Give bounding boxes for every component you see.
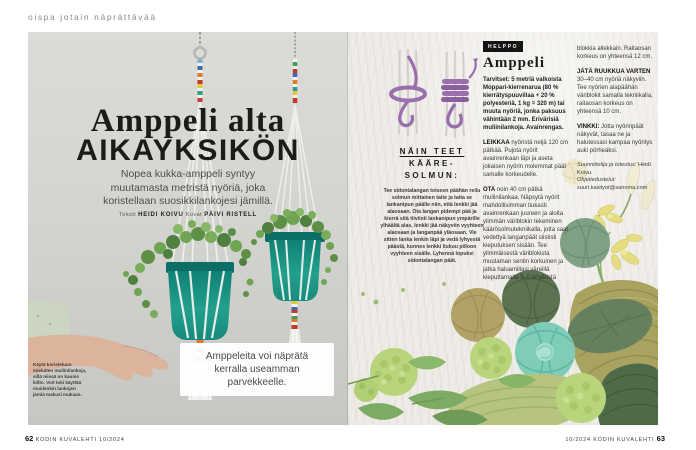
intro-line: koristellaan suosikkilankojesi jämillä. [103, 195, 273, 207]
footer-right-text: 10/2024 KODIN KUVALEHTI [565, 437, 655, 443]
howto-heading-line: KÄÄRE- [408, 159, 456, 168]
difficulty-badge: HELPPO [483, 41, 523, 52]
right-page-photo [348, 32, 658, 425]
footer-right [565, 434, 665, 443]
page-number-right: 63 [656, 434, 665, 443]
footer-left-text: KODIN KUVALEHTI 10/2024 [35, 437, 125, 443]
designer-name: Heidi Koivu. [577, 162, 651, 176]
photo-caption-box [180, 343, 334, 396]
caption-line: parvekkeelle. [227, 377, 287, 388]
section-tagline: oispa jotain näprättävää [28, 12, 157, 22]
byline-author: HEIDI KOIVU [138, 212, 184, 218]
credits [577, 162, 656, 192]
yarn-ball-tan [451, 288, 505, 342]
striped-wrap-top-left [198, 59, 203, 102]
continuation-paragraph: blokkia allekkain. Raitaosan korkeus on yhteensä 12 cm. [577, 46, 653, 60]
materials-paragraph: Tarvitset: 5 metriä valkoista Moppari-kierrenarua (80 % kierrätyspuuvillaa + 20 % polyesteriä, 1 kg = 320 m) tai muuta nyöriä, jonka paksuus vähintään 2 mm. Erivärisiä muliinilankoja. Avainrengas. [483, 77, 566, 131]
byline [63, 212, 313, 218]
step-lead: VINKKI: [577, 124, 600, 130]
headline-line1: Amppeli alta [90, 103, 286, 139]
byline-label-photos: Kuvat [185, 212, 203, 218]
side-caption: Käytä koristeluun mieluiten muliinilankoja, sillä niissä on kaunis kiilto. Voit toki käyttää muidenkin lankojen jämiä makusi mukaan. [33, 362, 87, 397]
page-number-left: 62 [25, 434, 34, 443]
caption-line: Amppeleita voi näprätä [205, 351, 309, 362]
byline-label-text: Teksti [119, 212, 137, 218]
inquiries-label: Ohjetiedustelut: [577, 177, 616, 184]
inquiries-email: suuri.kasityot@sanoma.com [577, 184, 648, 191]
step-text: nyöristä neljä 120 cm pätkää. Pujota nyörit avainrenkaan läpi ja aseta jokaisen nyörin molemmat päät samalle korkeudelle. [483, 140, 569, 178]
viburnum-cluster-c [556, 373, 606, 423]
page-fold-divider [347, 32, 348, 425]
left-page-photo [28, 32, 348, 425]
step-text: Jotta nyörinpäät näkyvät, tasaa ne ja halutessasi kampaa nyöritys auki pörheäksi. [577, 124, 653, 154]
designer-label: Suunnittelija ja toteutus: [577, 162, 637, 168]
step-lead: LEIKKAA [483, 140, 510, 146]
step-paragraph [577, 123, 656, 155]
intro-line: muutamasta metristä nyöriä, joka [110, 181, 266, 194]
article-intro [63, 168, 313, 209]
howto-heading-line: NÄIN TEET [399, 147, 465, 156]
step-lead: OTA [483, 187, 496, 193]
step-paragraph [483, 186, 573, 282]
footer-left [25, 434, 125, 443]
viburnum-cluster-b [470, 337, 512, 379]
caption-line: kerralla useamman [214, 364, 300, 375]
headline-line2: AIKAYKSIKÖN [76, 134, 300, 167]
wrap-knot-diagram-step2-icon [441, 51, 478, 138]
article-headline [35, 103, 341, 167]
intro-line: Nopea kukka-amppeli syntyy [120, 168, 256, 180]
step-paragraph [577, 68, 656, 116]
howto-knot-block [380, 146, 484, 265]
instructions-column-2 [577, 45, 656, 199]
byline-photographer: PÄIVI RISTELL [204, 212, 257, 218]
instructions-column-1 [483, 76, 573, 289]
wrap-knot-diagram-step1-icon [391, 49, 425, 136]
step-text: 30–40 cm nyöriä näkyviin. Tee nyörien alapäähän väriblokit samalla tekniikalla, raitaosan korkeus on yhteensä 10 cm. [577, 77, 653, 115]
step-paragraph [483, 139, 573, 179]
viburnum-cluster-a [354, 348, 418, 402]
key-ring-icon [195, 48, 206, 59]
step-text: noin 40 cm pätkä muliinilankaa. Näpsytä nyörit mahdollisimman tiukasti avainrenkaan juureen ja aloita ylimmän väriblokin tekeminen käärösolmutekniikalla, jotta saat vedettyä langanpäät siististi kieputuksen sisään. Tee ylimmäisestä väriblokista muutaman sentin korkuinen ja jatka haluamillasi väreillä kieputtamalla 3–5 eriväristä [483, 187, 569, 281]
howto-heading-line: SOLMUN: [404, 171, 460, 180]
recipe-title: Amppeli [483, 55, 546, 71]
striped-wrap-top-right [293, 59, 298, 103]
step-lead: JÄTÄ RUUKKUA VARTEN [577, 69, 651, 75]
howto-body: Tee sidontalangan toiseen päähän reilu solmun mittainen taite ja taita se lankanipun päälle niin, että lenkki jää alaosaan. Ota langan pidempi pää ja kierrä sitä tiiviisti lankanipun ympärille ylhäältä alas, lenkki jää näkyviin vyyhteen alaosaan ja langanpää yläosaan. Vie sitten lanka lenkin läpi ja vedä lyhyestä päästä, kunnes lenkki liukuu piiloon vyyhteen sisälle. Lyhennä lopuksi sidontalangan päät. [380, 188, 484, 264]
yarn-ball-mint [515, 322, 575, 382]
